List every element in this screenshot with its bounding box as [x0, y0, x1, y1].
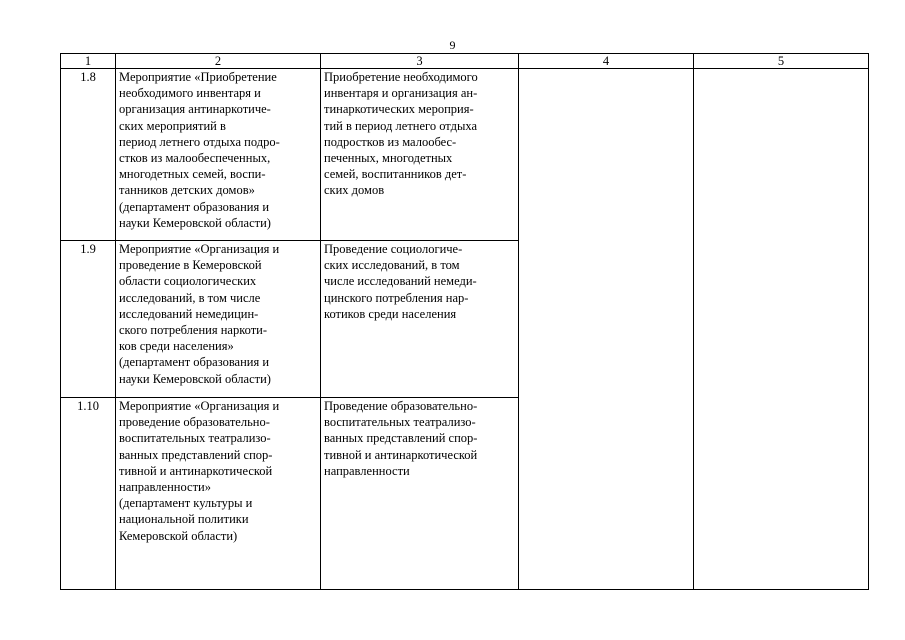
row-number: 1.8 [61, 69, 116, 241]
header-col-1: 1 [61, 54, 116, 69]
row-number: 1.9 [61, 241, 116, 398]
activity-content: Проведение социологиче- ских исследований, в том числе исследований немеди- цинского потребления нар- котиков среди населения [321, 241, 519, 398]
activity-description: Мероприятие «Приобретение необходимого инвентаря и организация антинаркотиче- ских мероприятий в период летнего отдыха подро- стков из малообеспеченных, многодетных семей, воспи- танников детских домов» (департамент образования и науки Кемеровской области) [116, 69, 321, 241]
header-col-5: 5 [694, 54, 869, 69]
header-col-4: 4 [519, 54, 694, 69]
page-number: 9 [449, 38, 456, 52]
activity-content: Приобретение необходимого инвентаря и организация ан- тинаркотических мероприя- тий в период летнего отдыха подростков из малообес- печенных, многодетных семей, воспитанников дет- ских домов [321, 69, 519, 241]
table-row [61, 69, 869, 241]
header-col-2: 2 [116, 54, 321, 69]
header-row [61, 54, 869, 69]
program-table [60, 53, 869, 590]
column-5-cell [694, 69, 869, 590]
activity-description: Мероприятие «Организация и проведение образовательно- воспитательных театрализо- ванных представлений спор- тивной и антинаркотической направленности» (департамент культуры и национальной политики Кемеровской области) [116, 398, 321, 590]
header-col-3: 3 [321, 54, 519, 69]
activity-description: Мероприятие «Организация и проведение в Кемеровской области социологических исследований, в том числе исследований немедицин- ского потребления наркоти- ков среди населения» (департамент образования и науки Кемеровской области) [116, 241, 321, 398]
activity-content: Проведение образовательно- воспитательных театрализо- ванных представлений спор- тивной и антинаркотической направленности [321, 398, 519, 590]
row-number: 1.10 [61, 398, 116, 590]
column-4-cell [519, 69, 694, 590]
